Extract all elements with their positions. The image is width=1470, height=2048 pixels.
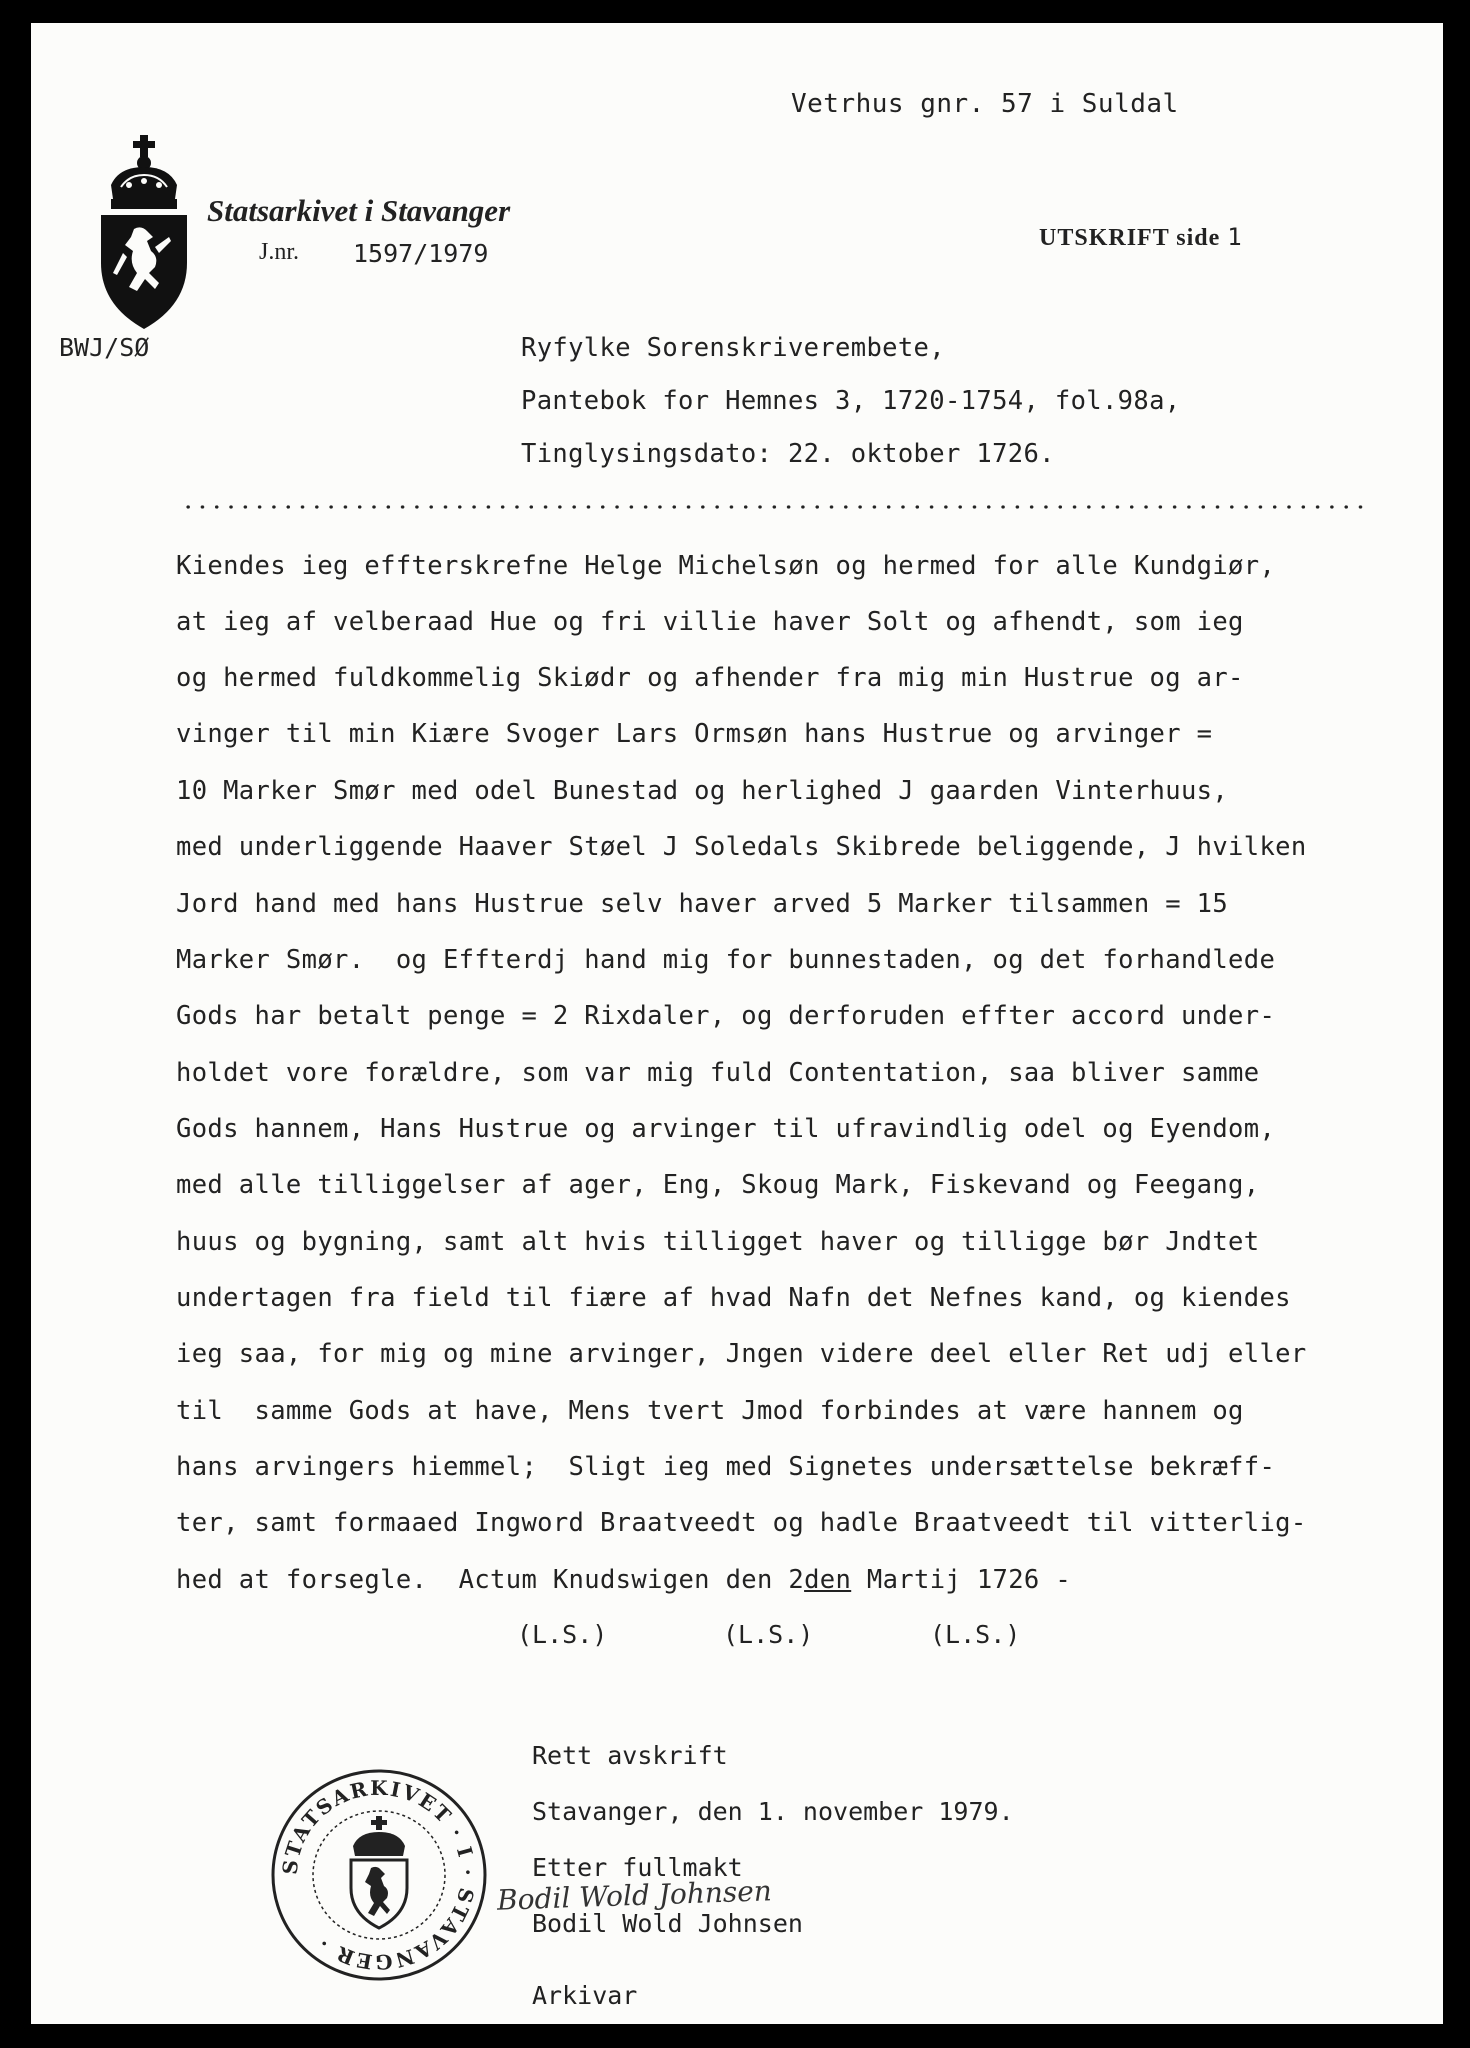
final-line-prefix: hed at forsegle. Actum Knudswigen den 2 bbox=[176, 1565, 805, 1595]
jnr-label: J.nr. bbox=[259, 239, 300, 265]
signatory-title: Arkivar bbox=[532, 1981, 638, 2010]
certification-etter: Etter fullmakt bbox=[532, 1853, 743, 1882]
body-line: med alle tilliggelser af ager, Eng, Skoug Mark, Fiskevand og Feegang, bbox=[176, 1170, 1260, 1200]
body-line: Kiendes ieg effterskrefne Helge Michelsøn og hermed for alle Kundgiør, bbox=[176, 551, 1276, 581]
signatory-name: Bodil Wold Johnsen bbox=[532, 1909, 803, 1938]
body-line: holdet vore forældre, som var mig fuld Contentation, saa bliver samme bbox=[176, 1058, 1260, 1088]
body-line: Jord hand med hans Hustrue selv haver arved 5 Marker tilsammen = 15 bbox=[176, 889, 1229, 919]
body-line: vinger til min Kiære Svoger Lars Ormsøn hans Hustrue og arvinger = bbox=[176, 719, 1213, 749]
body-line: 10 Marker Smør med odel Bunestad og herlighed J gaarden Vinterhuus, bbox=[176, 776, 1229, 806]
final-line-suffix: Martij 1726 - bbox=[851, 1565, 1072, 1595]
body-line: at ieg af velberaad Hue og fri villie haver Solt og afhendt, som ieg bbox=[176, 607, 1244, 637]
coat-of-arms-icon bbox=[89, 133, 199, 333]
body-line: undertagen fra field til fiære af hvad Nafn det Nefnes kand, og kiendes bbox=[176, 1283, 1291, 1313]
seal-mark: (L.S.) bbox=[930, 1620, 1021, 1649]
certification-place-date: Stavanger, den 1. november 1979. bbox=[532, 1797, 1014, 1826]
seal-mark: (L.S.) bbox=[723, 1620, 814, 1649]
body-line: og hermed fuldkommelig Skiødr og afhender fra mig min Hustrue og ar- bbox=[176, 663, 1244, 693]
seal-mark: (L.S.) bbox=[517, 1620, 608, 1649]
jnr-value: 1597/1979 bbox=[353, 239, 489, 268]
body-line: Marker Smør. og Effterdj hand mig for bunnestaden, og det forhandlede bbox=[176, 945, 1276, 975]
certification-rett: Rett avskrift bbox=[532, 1741, 728, 1770]
final-line-underlined: den bbox=[804, 1565, 852, 1595]
institution-name: Statsarkivet i Stavanger bbox=[207, 193, 511, 228]
stamp-ring-text: STATSARKIVET · I · STAVANGER · bbox=[277, 1775, 481, 1975]
body-line: til samme Gods at have, Mens tvert Jmod forbindes at være hannem og bbox=[176, 1396, 1244, 1426]
handwritten-signature: Bodil Wold Johnsen bbox=[496, 1874, 773, 1917]
body-line-final bbox=[176, 1565, 1071, 1595]
body-line: ter, samt formaaed Ingword Braatveedt og hadle Braatveedt til vitterlig- bbox=[176, 1508, 1307, 1538]
body-line: Gods har betalt penge = 2 Rixdaler, og derforuden effter accord under- bbox=[176, 1001, 1276, 1031]
body-line: ieg saa, for mig og mine arvinger, Jngen videre deel eller Ret udj eller bbox=[176, 1339, 1307, 1369]
body-line: Gods hannem, Hans Hustrue og arvinger til ufravindlig odel og Eyendom, bbox=[176, 1114, 1276, 1144]
utskrift-label: UTSKRIFT side bbox=[1039, 225, 1221, 251]
page-number: 1 bbox=[1227, 223, 1243, 251]
dotted-separator bbox=[181, 505, 1366, 509]
body-line: hans arvingers hiemmel; Sligt ieg med Signetes undersættelse bekræff- bbox=[176, 1452, 1276, 1482]
body-line: huus og bygning, samt alt hvis tilligget haver og tilligge bør Jndtet bbox=[176, 1227, 1260, 1257]
document-page bbox=[31, 23, 1443, 2024]
source-date: Tinglysingsdato: 22. oktober 1726. bbox=[521, 439, 1055, 469]
archive-stamp-icon bbox=[269, 1768, 489, 1983]
property-reference: Vetrhus gnr. 57 i Suldal bbox=[791, 89, 1179, 119]
initials: BWJ/SØ bbox=[59, 333, 150, 362]
source-archive: Ryfylke Sorenskriverembete, bbox=[521, 333, 945, 363]
body-line: med underliggende Haaver Støel J Soledals Skibrede beliggende, J hvilken bbox=[176, 832, 1307, 862]
source-volume: Pantebok for Hemnes 3, 1720-1754, fol.98a, bbox=[521, 386, 1181, 416]
